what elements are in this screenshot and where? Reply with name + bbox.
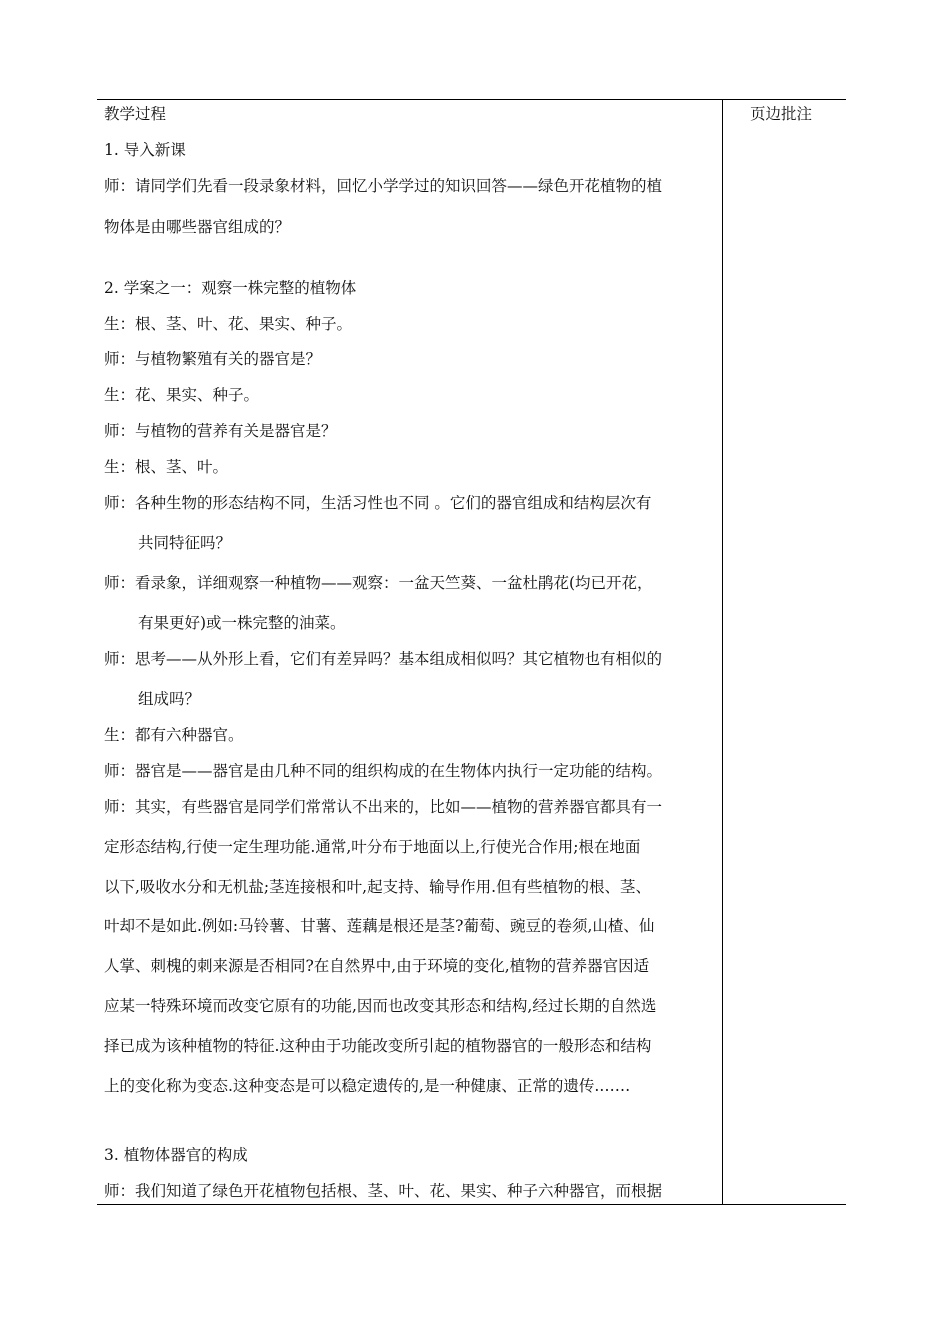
text-line: 人掌、刺槐的刺来源是否相同?在自然界中,由于环境的变化,植物的营养器官因适 [104, 957, 650, 975]
text-line: 叶却不是如此.例如:马铃薯、甘薯、莲藕是根还是茎?葡萄、豌豆的卷须,山楂、仙 [104, 917, 655, 935]
text-line: 师：看录象，详细观察一种植物——观察：一盆天竺葵、一盆杜鹃花(均已开花， [104, 574, 653, 592]
text-line: 共同特征吗？ [138, 534, 232, 552]
section-heading: 2. 学案之一：观察一株完整的植物体 [104, 279, 357, 297]
text-line: 师：我们知道了绿色开花植物包括根、茎、叶、花、果实、种子六种器官，而根据 [104, 1182, 663, 1200]
text-line: 组成吗？ [138, 690, 201, 708]
text-line: 有果更好)或一株完整的油菜。 [138, 614, 346, 632]
text-line: 择已成为该种植物的特征.这种由于功能改变所引起的植物器官的一般形态和结构 [104, 1037, 652, 1055]
column-header-margin-notes: 页边批注 [750, 105, 813, 123]
text-line: 师：其实，有些器官是同学们常常认不出来的，比如——植物的营养器官都具有一 [104, 798, 663, 816]
text-line: 生：都有六种器官。 [104, 726, 244, 744]
text-line: 生：花、果实、种子。 [104, 386, 260, 404]
text-line: 生：根、茎、叶。 [104, 458, 229, 476]
text-line: 物体是由哪些器官组成的？ [104, 218, 291, 236]
lesson-table [97, 99, 846, 1205]
section-heading: 3. 植物体器官的构成 [104, 1146, 248, 1164]
section-heading: 1. 导入新课 [104, 141, 186, 159]
text-line: 生：根、茎、叶、花、果实、种子。 [104, 315, 353, 333]
column-divider [722, 100, 723, 1204]
text-line: 上的变化称为变态.这种变态是可以稳定遗传的,是一种健康、正常的遗传.…… [104, 1077, 631, 1095]
text-line: 师：各种生物的形态结构不同，生活习性也不同 。它们的器官组成和结构层次有 [104, 494, 652, 512]
column-header-teaching-process: 教学过程 [104, 105, 167, 123]
text-line: 师：与植物的营养有关是器官是？ [104, 422, 337, 440]
text-line: 师：与植物繁殖有关的器官是？ [104, 350, 322, 368]
text-line: 师：器官是——器官是由几种不同的组织构成的在生物体内执行一定功能的结构。 [104, 762, 663, 780]
text-line: 定形态结构,行使一定生理功能.通常,叶分布于地面以上,行使光合作用;根在地面 [104, 838, 641, 856]
text-line: 应某一特殊环境而改变它原有的功能,因而也改变其形态和结构,经过长期的自然选 [104, 997, 657, 1015]
text-line: 以下,吸收水分和无机盐;茎连接根和叶,起支持、输导作用.但有些植物的根、茎、 [104, 878, 652, 896]
text-line: 师：请同学们先看一段录象材料，回忆小学学过的知识回答——绿色开花植物的植 [104, 177, 663, 195]
text-line: 师：思考——从外形上看，它们有差异吗？基本组成相似吗？其它植物也有相似的 [104, 650, 663, 668]
